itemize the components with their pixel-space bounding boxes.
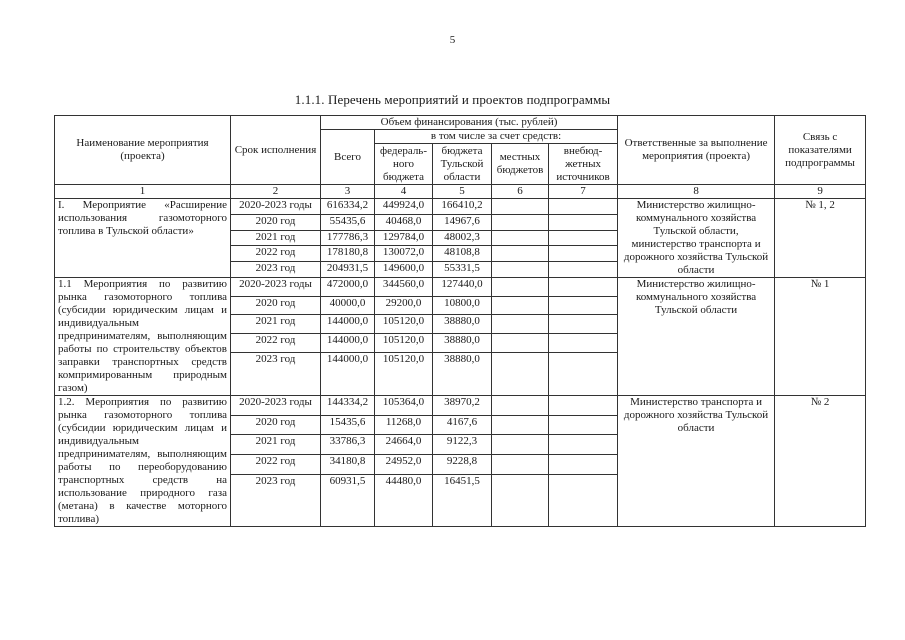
header-total: Всего [321,130,375,185]
indicator-link-cell: № 2 [775,396,866,527]
regional-cell: 127440,0 [433,278,492,297]
period-cell: 2021 год [231,230,321,246]
header-federal: федераль-ного бюджета [375,144,433,185]
extrabudget-cell [549,474,618,526]
regional-cell: 38880,0 [433,333,492,352]
total-cell: 33786,3 [321,435,375,455]
header-link: Связь с показателями подпрограммы [775,116,866,185]
extrabudget-cell [549,396,618,416]
extrabudget-cell [549,246,618,262]
column-number: 2 [231,185,321,199]
extrabudget-cell [549,454,618,474]
extrabudget-cell [549,296,618,315]
column-number: 7 [549,185,618,199]
total-cell: 60931,5 [321,474,375,526]
local-cell [492,315,549,334]
header-responsible: Ответственные за выполнение мероприятия (проекта) [618,116,775,185]
column-number: 4 [375,185,433,199]
federal-cell: 105120,0 [375,315,433,334]
federal-cell: 105364,0 [375,396,433,416]
local-cell [492,230,549,246]
period-cell: 2022 год [231,246,321,262]
extrabudget-cell [549,352,618,396]
table-header [55,116,866,199]
local-cell [492,454,549,474]
header-funding: Объем финансирования (тыс. рублей) [321,116,618,130]
total-cell: 34180,8 [321,454,375,474]
period-cell: 2022 год [231,333,321,352]
regional-cell: 48002,3 [433,230,492,246]
local-cell [492,352,549,396]
period-cell: 2020-2023 годы [231,278,321,297]
total-cell: 144000,0 [321,333,375,352]
extrabudget-cell [549,278,618,297]
indicator-link-cell: № 1 [775,278,866,396]
extrabudget-cell [549,415,618,435]
federal-cell: 40468,0 [375,214,433,230]
local-cell [492,435,549,455]
period-cell: 2020 год [231,296,321,315]
period-cell: 2022 год [231,454,321,474]
local-cell [492,262,549,278]
federal-cell: 29200,0 [375,296,433,315]
federal-cell: 24664,0 [375,435,433,455]
column-number: 1 [55,185,231,199]
local-cell [492,396,549,416]
total-cell: 144000,0 [321,352,375,396]
local-cell [492,278,549,297]
period-cell: 2020 год [231,214,321,230]
federal-cell: 129784,0 [375,230,433,246]
extrabudget-cell [549,214,618,230]
column-number: 6 [492,185,549,199]
total-cell: 616334,2 [321,199,375,215]
regional-cell: 38880,0 [433,315,492,334]
column-number: 5 [433,185,492,199]
total-cell: 472000,0 [321,278,375,297]
table-row [55,396,866,416]
header-extrabudget: внебюд-жетных источников [549,144,618,185]
regional-cell: 38970,2 [433,396,492,416]
federal-cell: 149600,0 [375,262,433,278]
responsible-cell: Министерство транспорта и дорожного хозяйства Тульской области [618,396,775,527]
total-cell: 178180,8 [321,246,375,262]
regional-cell: 166410,2 [433,199,492,215]
period-cell: 2023 год [231,474,321,526]
responsible-cell: Министерство жилищно-коммунального хозяйства Тульской области, министерство транспорта и дорожного хозяйства Тульской области [618,199,775,278]
regional-cell: 10800,0 [433,296,492,315]
sections-body [55,199,866,527]
regional-cell: 55331,5 [433,262,492,278]
total-cell: 177786,3 [321,230,375,246]
header-regional: бюджета Тульской области [433,144,492,185]
federal-cell: 344560,0 [375,278,433,297]
indicator-link-cell: № 1, 2 [775,199,866,278]
federal-cell: 44480,0 [375,474,433,526]
regional-cell: 16451,5 [433,474,492,526]
extrabudget-cell [549,262,618,278]
header-period: Срок исполнения [231,116,321,185]
local-cell [492,199,549,215]
header-local: местных бюджетов [492,144,549,185]
regional-cell: 38880,0 [433,352,492,396]
header-including: в том числе за счет средств: [375,130,618,144]
extrabudget-cell [549,315,618,334]
period-cell: 2023 год [231,352,321,396]
federal-cell: 449924,0 [375,199,433,215]
federal-cell: 105120,0 [375,352,433,396]
period-cell: 2021 год [231,315,321,334]
total-cell: 55435,6 [321,214,375,230]
column-number: 9 [775,185,866,199]
extrabudget-cell [549,333,618,352]
document-title: 1.1.1. Перечень мероприятий и проектов подпрограммы [294,92,611,107]
total-cell: 204931,5 [321,262,375,278]
local-cell [492,333,549,352]
measure-name: 1.1 Мероприятия по развитию рынка газомоторного топлива (субсидии юридическим лицам и индивидуальным предпринимателям, выполняющим работы по строительству объектов заправки транспортных средств компримированным природным газом) [55,278,231,396]
regional-cell: 4167,6 [433,415,492,435]
federal-cell: 24952,0 [375,454,433,474]
responsible-cell: Министерство жилищно-коммунального хозяйства Тульской области [618,278,775,396]
local-cell [492,246,549,262]
period-cell: 2020-2023 годы [231,396,321,416]
federal-cell: 11268,0 [375,415,433,435]
column-number: 8 [618,185,775,199]
local-cell [492,296,549,315]
extrabudget-cell [549,199,618,215]
table-row [55,199,866,215]
regional-cell: 14967,6 [433,214,492,230]
extrabudget-cell [549,230,618,246]
federal-cell: 105120,0 [375,333,433,352]
federal-cell: 130072,0 [375,246,433,262]
measures-table [54,115,866,527]
period-cell: 2021 год [231,435,321,455]
local-cell [492,214,549,230]
total-cell: 144334,2 [321,396,375,416]
total-cell: 144000,0 [321,315,375,334]
column-number: 3 [321,185,375,199]
local-cell [492,474,549,526]
period-cell: 2020-2023 годы [231,199,321,215]
column-number-row [55,185,866,199]
period-cell: 2023 год [231,262,321,278]
page-number: 5 [449,34,456,46]
measure-name: 1.2. Мероприятия по развитию рынка газомоторного топлива (субсидии юридическим лицам и индивидуальным предпринимателям, выполняющим работы по переоборудованию транспортных средств на использование природного газа (метана) в качестве моторного топлива) [55,396,231,527]
table-row [55,278,866,297]
local-cell [492,415,549,435]
regional-cell: 48108,8 [433,246,492,262]
regional-cell: 9122,3 [433,435,492,455]
header-name: Наименование мероприятия (проекта) [55,116,231,185]
period-cell: 2020 год [231,415,321,435]
total-cell: 40000,0 [321,296,375,315]
measure-name: I. Мероприятие «Расширение использования газомоторного топлива в Тульской области» [55,199,231,278]
total-cell: 15435,6 [321,415,375,435]
regional-cell: 9228,8 [433,454,492,474]
extrabudget-cell [549,435,618,455]
